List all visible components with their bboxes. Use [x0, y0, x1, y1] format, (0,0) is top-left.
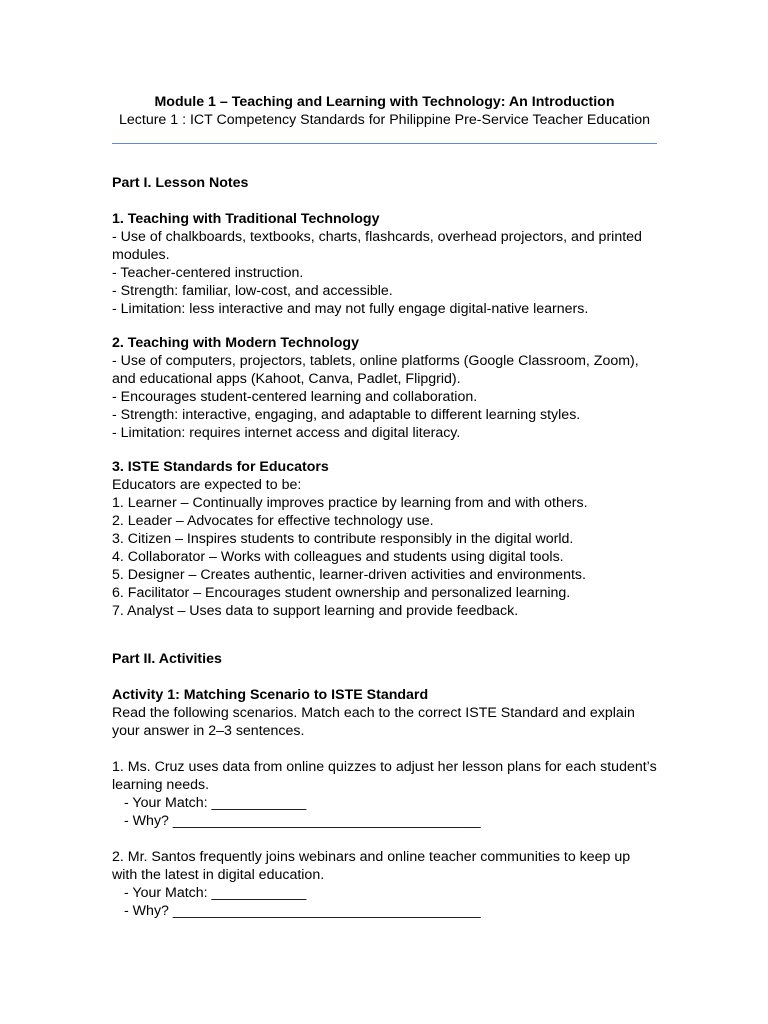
list-item: 1. Learner – Continually improves practice by learning from and with others.	[112, 495, 588, 511]
list-item: 4. Collaborator – Works with colleagues and students using digital tools.	[112, 549, 564, 565]
bullet-line: - Use of computers, projectors, tablets, online platforms (Google Classroom, Zoom), and educational apps (Kahoot, Canva, Padlet, Flipgrid).	[112, 353, 639, 387]
module-title: Module 1 – Teaching and Learning with Technology: An Introduction	[154, 94, 615, 110]
lecture-subtitle: Lecture 1 : ICT Competency Standards for Philippine Pre-Service Teacher Education	[119, 112, 650, 128]
section-heading: 3. ISTE Standards for Educators	[112, 459, 329, 475]
bullet-line: - Strength: familiar, low-cost, and accessible.	[112, 283, 393, 299]
part2-heading: Part II. Activities	[112, 651, 222, 667]
bullet-line: - Encourages student-centered learning and collaboration.	[112, 389, 478, 405]
activity-1	[112, 686, 657, 740]
list-item: 3. Citizen – Inspires students to contribute responsibly in the digital world.	[112, 531, 574, 547]
header-divider	[112, 143, 657, 144]
match-answer-field[interactable]: - Your Match: ____________	[124, 795, 307, 811]
bullet-line: - Use of chalkboards, textbooks, charts, flashcards, overhead projectors, and printed modules.	[112, 229, 642, 263]
section-intro: Educators are expected to be:	[112, 477, 302, 493]
bullet-line: - Limitation: less interactive and may not fully engage digital-native learners.	[112, 301, 589, 317]
list-item: 2. Leader – Advocates for effective technology use.	[112, 513, 434, 529]
scenario-text: 2. Mr. Santos frequently joins webinars and online teacher communities to keep up with the latest in digital education.	[112, 849, 631, 883]
section-traditional-technology	[112, 210, 657, 318]
section-heading: 2. Teaching with Modern Technology	[112, 335, 359, 351]
list-item: 6. Facilitator – Encourages student ownership and personalized learning.	[112, 585, 571, 601]
why-answer-field[interactable]: - Why? _______________________________________	[124, 903, 481, 919]
activity-instructions: Read the following scenarios. Match each to the correct ISTE Standard and explain your answer in 2–3 sentences.	[112, 705, 635, 739]
scenario-item	[112, 758, 657, 830]
section-heading: 1. Teaching with Traditional Technology	[112, 211, 380, 227]
section-iste-standards	[112, 458, 657, 620]
document-header	[112, 93, 657, 129]
bullet-line: - Limitation: requires internet access and digital literacy.	[112, 425, 461, 441]
document-page	[112, 93, 657, 920]
bullet-line: - Teacher-centered instruction.	[112, 265, 304, 281]
activity-heading: Activity 1: Matching Scenario to ISTE Standard	[112, 687, 429, 703]
list-item: 7. Analyst – Uses data to support learning and provide feedback.	[112, 603, 519, 619]
part1-heading: Part I. Lesson Notes	[112, 175, 249, 191]
section-modern-technology	[112, 334, 657, 442]
scenario-text: 1. Ms. Cruz uses data from online quizzes to adjust her lesson plans for each student’s learning needs.	[112, 759, 657, 793]
why-answer-field[interactable]: - Why? _______________________________________	[124, 813, 481, 829]
list-item: 5. Designer – Creates authentic, learner-driven activities and environments.	[112, 567, 586, 583]
bullet-line: - Strength: interactive, engaging, and adaptable to different learning styles.	[112, 407, 581, 423]
scenario-item	[112, 848, 657, 920]
match-answer-field[interactable]: - Your Match: ____________	[124, 885, 307, 901]
